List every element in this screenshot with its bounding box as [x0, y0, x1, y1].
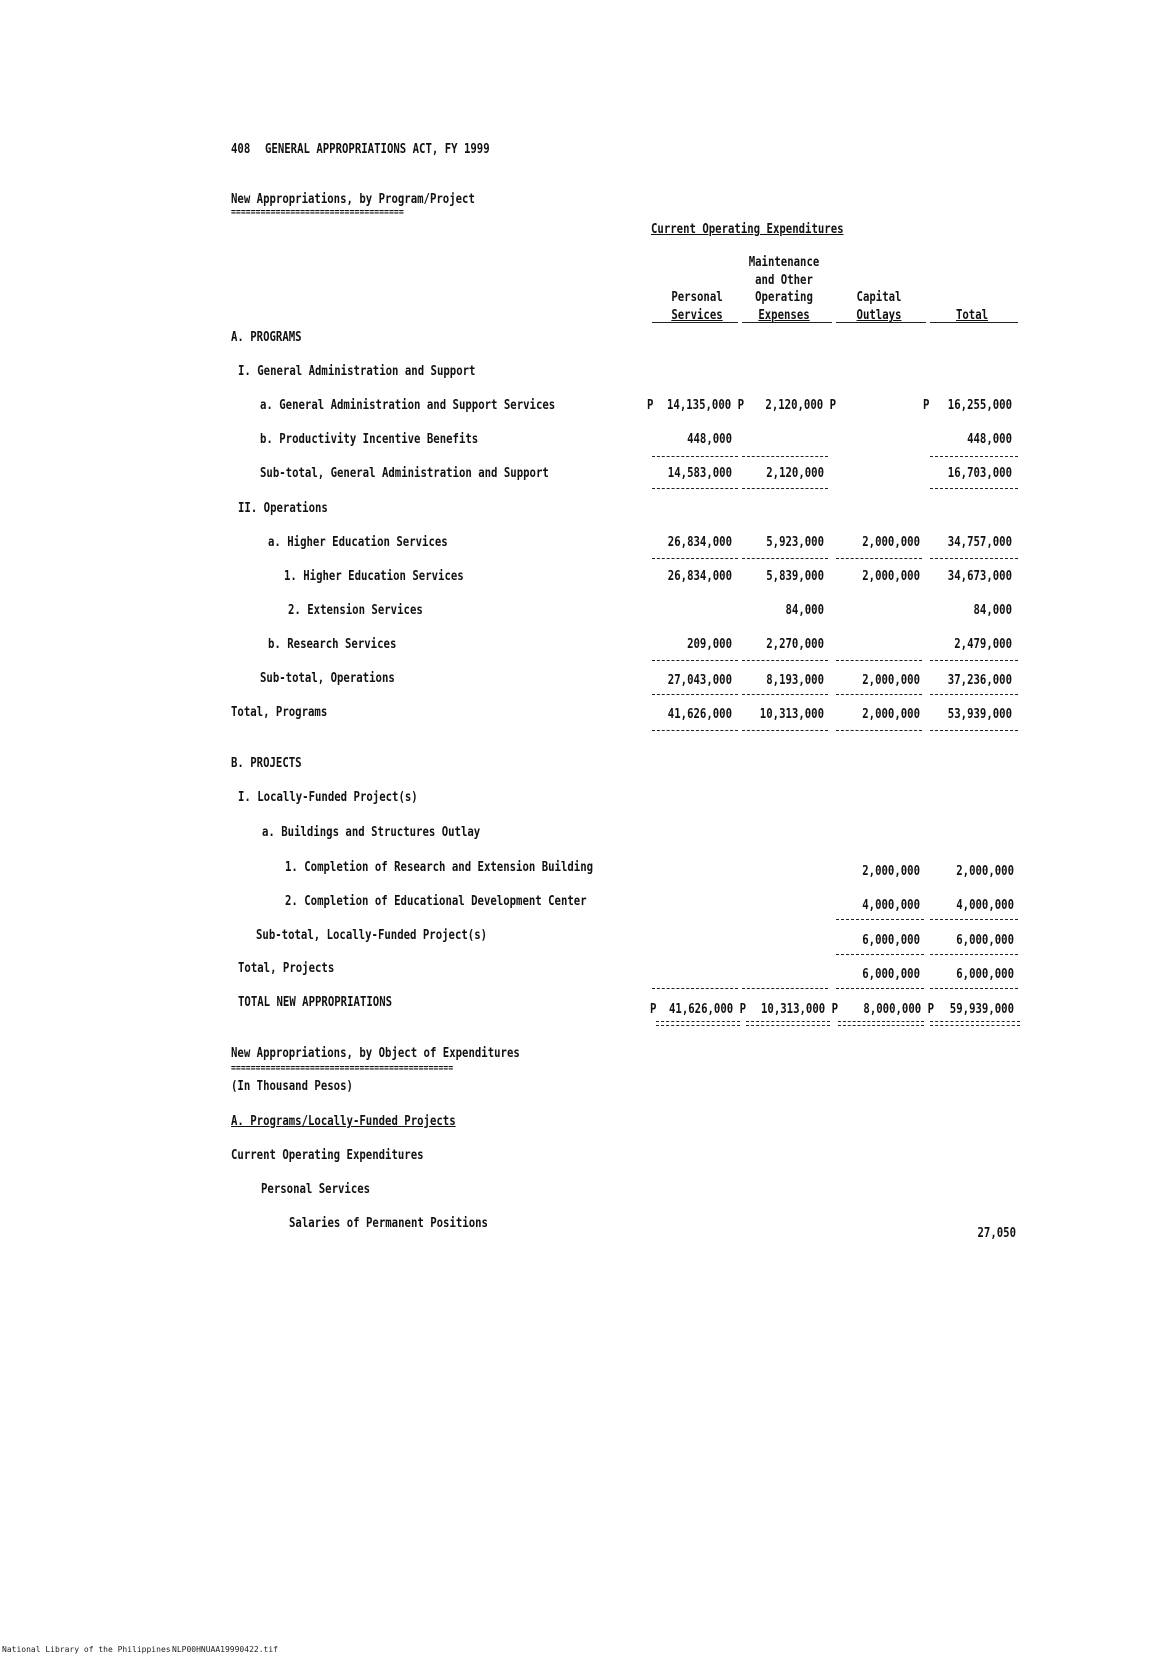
ops-subtotal-co: 2,000,000: [862, 673, 920, 688]
rule: [652, 488, 738, 489]
col-capital-line1: Capital: [856, 290, 902, 305]
gas-subtotal-ps: 14,583,000: [667, 466, 732, 481]
rule: [836, 988, 924, 989]
rule: [930, 558, 1018, 559]
hes-co: 2,000,000: [862, 535, 920, 550]
total-programs-total: 53,939,000: [947, 707, 1012, 722]
rule: [836, 558, 922, 559]
lfp-subtotal-total: 6,000,000: [956, 933, 1014, 948]
rule: [652, 730, 738, 731]
col-mooe-line1: Maintenance: [748, 255, 820, 270]
extension-mooe: 84,000: [785, 603, 824, 618]
operations-heading: II. Operations: [238, 501, 328, 516]
rule: [742, 488, 828, 489]
research-building-co: 2,000,000: [862, 864, 920, 879]
projects-heading: B. PROJECTS: [231, 756, 302, 771]
double-rule: [930, 1021, 1020, 1026]
grand-total-ps: 41,626,000 P: [668, 1002, 746, 1017]
gas-subtotal-label: Sub-total, General Administration and Support: [260, 466, 549, 481]
rule: [742, 694, 828, 695]
col-mooe-rule: [742, 322, 832, 323]
hes1-label: 1. Higher Education Services: [284, 569, 464, 584]
rule: [742, 558, 828, 559]
hes1-total: 34,673,000: [947, 569, 1012, 584]
col-personal-rule: [652, 322, 738, 323]
hes1-co: 2,000,000: [862, 569, 920, 584]
gas-heading: I. General Administration and Support: [238, 364, 476, 379]
edc-label: 2. Completion of Educational Development Center: [285, 894, 587, 909]
research-total: 2,479,000: [954, 637, 1012, 652]
grand-total-total: 59,939,000: [949, 1002, 1014, 1017]
grand-total-co: 8,000,000 P: [863, 1002, 934, 1017]
section2-title: New Appropriations, by Object of Expenditures: [231, 1046, 520, 1061]
grand-total-mooe: 10,313,000 P: [760, 1002, 838, 1017]
hes-label: a. Higher Education Services: [268, 535, 448, 550]
buildings-heading: a. Buildings and Structures Outlay: [262, 825, 481, 840]
rule: [742, 730, 828, 731]
footer-file: NLP00HNUAA19990422.tif: [172, 1645, 278, 1654]
total-programs-ps: 41,626,000: [667, 707, 732, 722]
footer-library: National Library of the Philippines: [2, 1645, 171, 1654]
column-group-header: Current Operating Expenditures: [651, 222, 844, 237]
page-number: 408: [231, 142, 251, 157]
rule: [930, 919, 1018, 920]
gas-services-label: a. General Administration and Support Services: [260, 398, 556, 413]
rule: [652, 660, 738, 661]
gas-subtotal-total: 16,703,000: [947, 466, 1012, 481]
rule: [836, 660, 922, 661]
double-rule: [656, 1021, 740, 1026]
double-rule: [838, 1021, 924, 1026]
rule: [930, 694, 1018, 695]
ops-subtotal-mooe: 8,193,000: [766, 673, 824, 688]
hes-ps: 26,834,000: [667, 535, 732, 550]
gas-services-ps: 14,135,000 P: [666, 398, 744, 413]
total-programs-co: 2,000,000: [862, 707, 920, 722]
coe-heading: Current Operating Expenditures: [231, 1148, 424, 1163]
total-projects-label: Total, Projects: [238, 961, 335, 976]
col-total: Total: [955, 308, 989, 323]
hes1-mooe: 5,839,000: [766, 569, 824, 584]
edc-co: 4,000,000: [862, 898, 920, 913]
rule: [930, 988, 1018, 989]
gas-services-mooe: 2,120,000 P: [765, 398, 836, 413]
hes-total: 34,757,000: [947, 535, 1012, 550]
ps-heading: Personal Services: [261, 1182, 371, 1197]
rule: [742, 456, 828, 457]
section1-underline: ===================================: [231, 207, 404, 218]
double-rule: [746, 1021, 830, 1026]
col-capital-rule: [836, 322, 926, 323]
rule: [930, 660, 1018, 661]
rule: [836, 954, 924, 955]
lfp-heading: I. Locally-Funded Project(s): [238, 790, 418, 805]
salaries-label: Salaries of Permanent Positions: [289, 1216, 488, 1231]
col-mooe-line4: Expenses: [758, 308, 810, 323]
rule: [652, 694, 738, 695]
total-projects-total: 6,000,000: [956, 967, 1014, 982]
rule: [836, 694, 922, 695]
grand-total-label: TOTAL NEW APPROPRIATIONS: [238, 995, 393, 1010]
col-capital-line2: Outlays: [856, 308, 902, 323]
research-building-total: 2,000,000: [956, 864, 1014, 879]
lfp-subtotal-co: 6,000,000: [862, 933, 920, 948]
rule: [836, 730, 922, 731]
programs-lfp-heading: A. Programs/Locally-Funded Projects: [231, 1114, 456, 1129]
section2-underline: =============================================: [231, 1063, 454, 1074]
rule: [652, 456, 738, 457]
total-projects-co: 6,000,000: [862, 967, 920, 982]
ops-subtotal-total: 37,236,000: [947, 673, 1012, 688]
research-mooe: 2,270,000: [766, 637, 824, 652]
unit-note: (In Thousand Pesos): [231, 1079, 353, 1094]
research-ps: 209,000: [687, 637, 732, 652]
gas-services-total: 16,255,000: [947, 398, 1012, 413]
col-mooe-line2: and Other: [755, 273, 813, 288]
rule: [930, 488, 1018, 489]
col-total-rule: [930, 322, 1018, 323]
rule: [930, 730, 1018, 731]
col-personal-line2: Services: [671, 308, 723, 323]
lfp-subtotal-label: Sub-total, Locally-Funded Project(s): [256, 928, 488, 943]
pib-ps: 448,000: [687, 432, 732, 447]
rule: [742, 660, 828, 661]
hes-mooe: 5,923,000: [766, 535, 824, 550]
total-programs-label: Total, Programs: [231, 705, 328, 720]
currency-symbol: P: [923, 398, 930, 413]
pib-total: 448,000: [967, 432, 1012, 447]
rule: [930, 456, 1018, 457]
ops-subtotal-label: Sub-total, Operations: [260, 671, 395, 686]
section1-title: New Appropriations, by Program/Project: [231, 192, 475, 207]
currency-symbol: P: [650, 1002, 657, 1017]
extension-label: 2. Extension Services: [288, 603, 423, 618]
edc-total: 4,000,000: [956, 898, 1014, 913]
col-personal-line1: Personal: [671, 290, 723, 305]
research-building-label: 1. Completion of Research and Extension Building: [285, 860, 594, 875]
research-label: b. Research Services: [268, 637, 397, 652]
rule: [652, 558, 738, 559]
rule: [930, 954, 1018, 955]
col-mooe-line3: Operating: [755, 290, 813, 305]
rule: [742, 988, 828, 989]
hes1-ps: 26,834,000: [667, 569, 732, 584]
rule: [836, 919, 924, 920]
salaries-value: 27,050: [977, 1226, 1016, 1241]
pib-label: b. Productivity Incentive Benefits: [260, 432, 479, 447]
rule: [652, 988, 738, 989]
ops-subtotal-ps: 27,043,000: [667, 673, 732, 688]
act-title: GENERAL APPROPRIATIONS ACT, FY 1999: [265, 142, 490, 157]
gas-subtotal-mooe: 2,120,000: [766, 466, 824, 481]
total-programs-mooe: 10,313,000: [759, 707, 824, 722]
extension-total: 84,000: [973, 603, 1012, 618]
programs-heading: A. PROGRAMS: [231, 330, 302, 345]
currency-symbol: P: [647, 398, 654, 413]
